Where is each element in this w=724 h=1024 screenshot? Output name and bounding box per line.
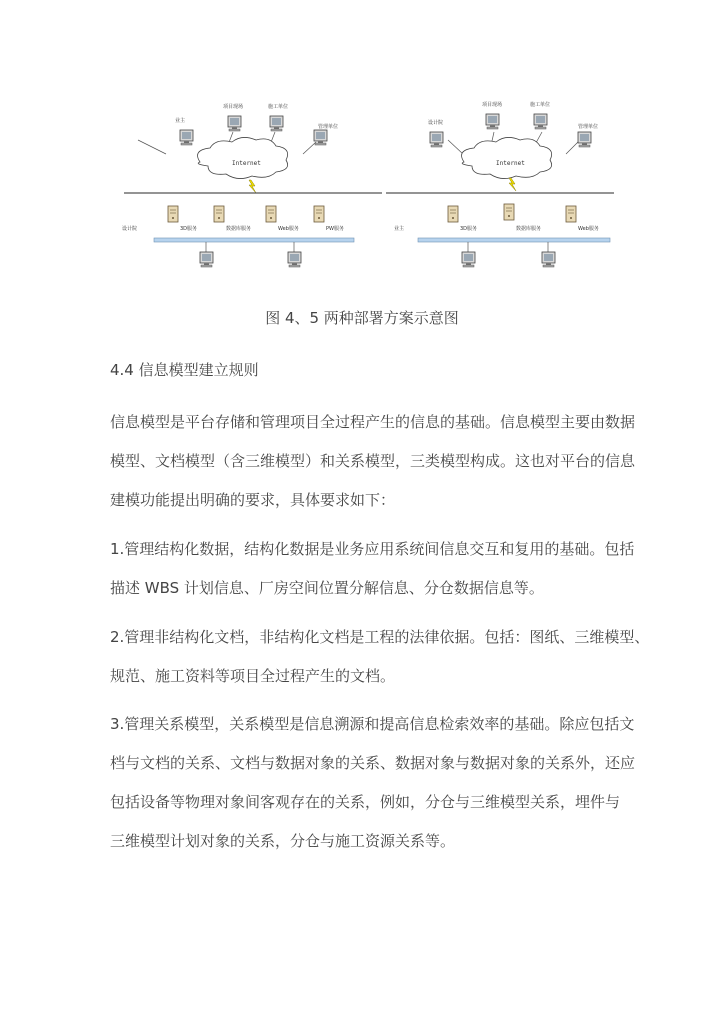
client-label: 施工单位 [268, 104, 289, 110]
client-pc-icon [462, 252, 475, 267]
text-line: 三维模型计划对象的关系，分仓与施工资源关系等。 [110, 832, 456, 850]
server-icon [168, 206, 178, 222]
paragraph-intro [110, 403, 636, 520]
text-line: 档与文档的关系、文档与数据对象的关系、数据对象与数据对象的关系外，还应 [110, 754, 636, 772]
paragraph-item-3 [110, 705, 636, 861]
server-label: 3D服务 [460, 226, 478, 232]
server-icon [448, 206, 458, 222]
lightning-icon [509, 178, 516, 191]
client-label: 项目现场 [223, 104, 244, 110]
client-label: 设计院 [428, 120, 444, 126]
client-pc-icon [288, 252, 301, 267]
deployment-diagram [118, 92, 616, 284]
text-line: 信息模型是平台存储和管理项目全过程产生的信息的基础。信息模型主要由数据 [110, 413, 636, 431]
section-heading: 4.4 信息模型建立规则 [110, 361, 259, 379]
server-label: 数据库服务 [516, 226, 542, 232]
paragraph-item-1 [110, 530, 635, 608]
cloud-label: Internet [232, 160, 261, 167]
internet-cloud-icon [198, 137, 288, 178]
side-label: 业主 [394, 226, 405, 232]
internet-cloud-icon [462, 137, 552, 178]
client-label: 项目现场 [482, 102, 503, 108]
figure-caption: 图 4、5 两种部署方案示意图 [265, 309, 459, 327]
left-network [122, 103, 382, 267]
lightning-icon [249, 180, 256, 193]
client-label: 管理单位 [318, 124, 339, 130]
server-icon [266, 206, 276, 222]
server-label: 数据库服务 [226, 226, 252, 232]
text-line: 描述 WBS 计划信息、厂房空间位置分解信息、分仓数据信息等。 [110, 579, 544, 597]
text-line: 建模功能提出明确的要求，具体要求如下： [110, 491, 396, 509]
client-pc-icon [270, 116, 283, 131]
text-line: 1.管理结构化数据，结构化数据是业务应用系统间信息交互和复用的基础。包括 [110, 540, 635, 558]
server-icon [566, 206, 576, 222]
client-label: 管理单位 [578, 124, 599, 130]
client-pc-icon [430, 132, 443, 147]
client-pc-icon [180, 130, 193, 145]
server-label: Web服务 [578, 226, 599, 232]
client-pc-icon [486, 114, 499, 129]
server-label: 3D服务 [180, 226, 198, 232]
client-pc-icon [534, 114, 547, 129]
client-pc-icon [200, 252, 213, 267]
client-pc-icon [228, 116, 241, 131]
server-label: PW服务 [326, 226, 344, 232]
server-icon [214, 206, 224, 222]
paragraph-item-2 [110, 618, 650, 696]
client-pc-icon [542, 252, 555, 267]
right-network [386, 101, 614, 267]
text-line: 3.管理关系模型，关系模型是信息溯源和提高信息检索效率的基础。除应包括文 [110, 715, 635, 733]
client-label: 施工单位 [530, 102, 551, 108]
side-label: 设计院 [122, 226, 138, 232]
text-line: 2.管理非结构化文档，非结构化文档是工程的法律依据。包括：图纸、三维模型、 [110, 628, 650, 646]
server-icon [314, 206, 324, 222]
text-line: 规范、施工资料等项目全过程产生的文档。 [110, 667, 396, 685]
server-icon [504, 204, 514, 220]
client-label: 业主 [175, 118, 186, 124]
client-pc-icon [578, 132, 591, 147]
client-pc-icon [314, 130, 327, 145]
cloud-label: Internet [496, 160, 525, 167]
text-line: 包括设备等物理对象间客观存在的关系，例如，分仓与三维模型关系，埋件与 [110, 793, 621, 811]
server-label: Web服务 [278, 226, 299, 232]
text-line: 模型、文档模型（含三维模型）和关系模型，三类模型构成。这也对平台的信息 [110, 452, 636, 470]
